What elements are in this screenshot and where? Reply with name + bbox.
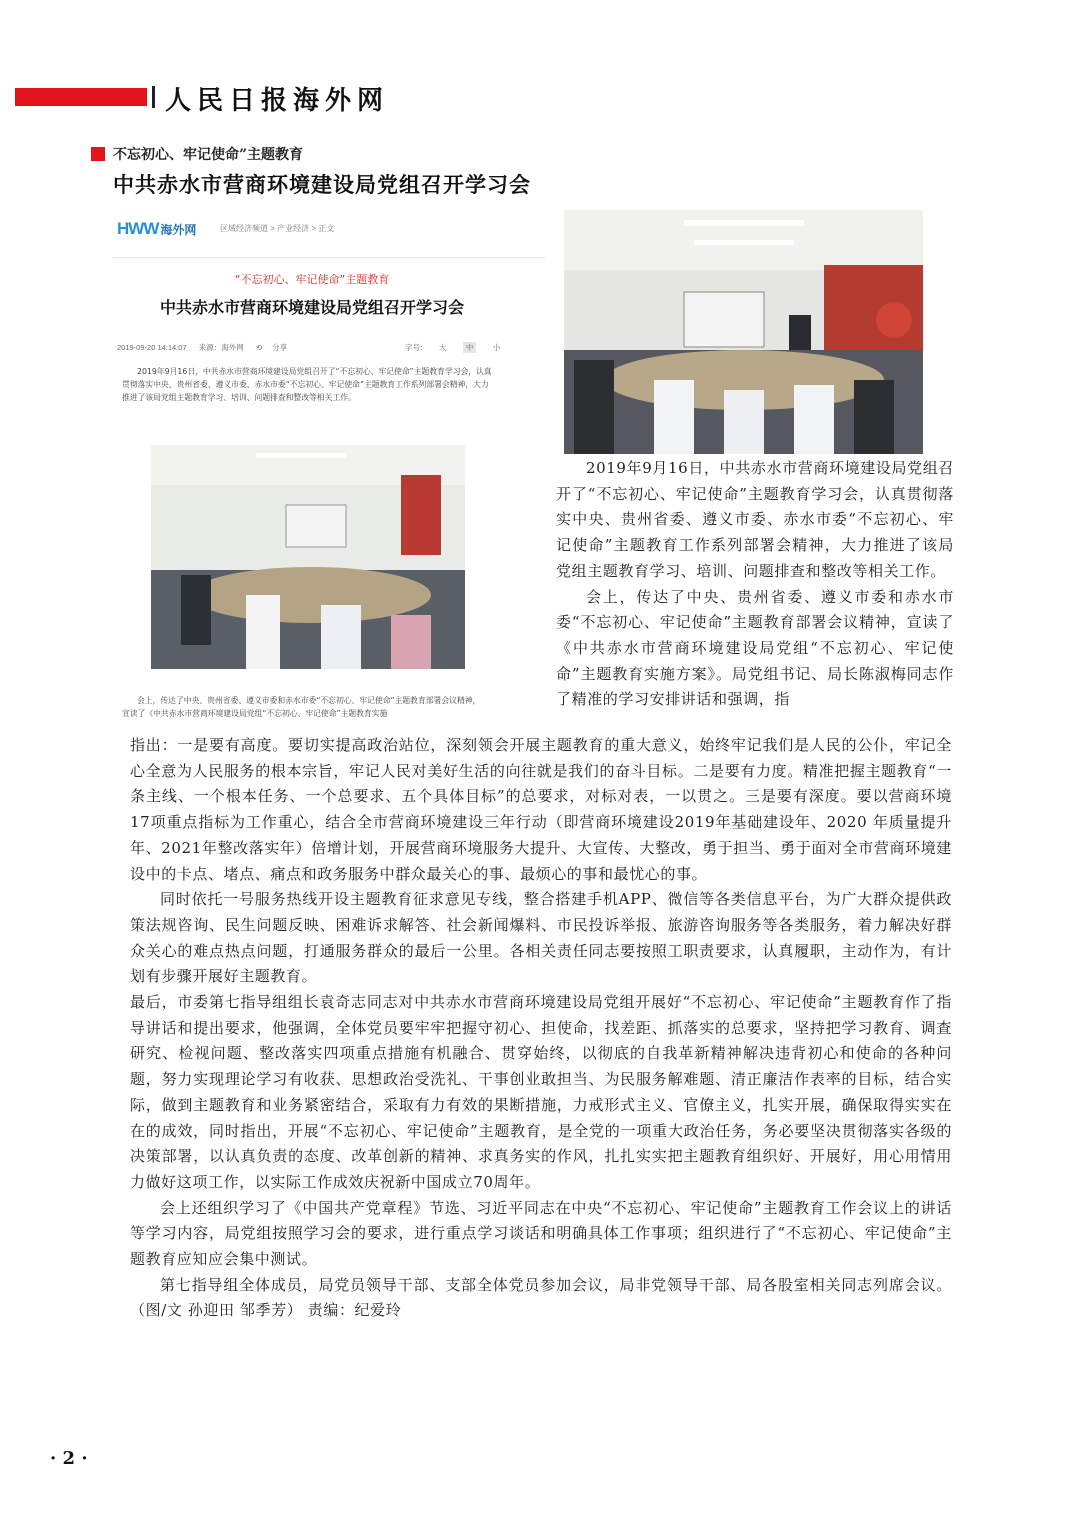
embedded-web-screenshot bbox=[112, 207, 545, 722]
meeting-photo-small bbox=[151, 445, 465, 669]
masthead-divider bbox=[152, 86, 155, 108]
web-divider bbox=[112, 257, 545, 258]
site-logo-letters: HWW bbox=[117, 219, 159, 238]
font-size-controls bbox=[405, 342, 514, 353]
meeting-photo-large bbox=[564, 210, 923, 454]
paragraph-6: 第七指导组全体成员，局党员领导干部、支部全体党员参加会议，局非党领导干部、局各股室相关同志列席会议。（图/文 孙迎田 邹季芳） 责编：纪爱玲 bbox=[130, 1275, 952, 1320]
web-source: 来源：海外网 bbox=[198, 343, 244, 352]
site-logo-cn: 海外网 bbox=[160, 223, 197, 237]
web-meta bbox=[117, 342, 297, 353]
web-tag: “不忘初心、牢记使命”主题教育 bbox=[234, 273, 390, 286]
page-number: · 2 · bbox=[50, 1448, 88, 1469]
paragraph-3: 同时依托一号服务热线开设主题教育征求意见专线，整合搭建手机APP、微信等各类信息平台，为广大群众提供政策法规咨询、民生问题反映、困难诉求解答、社会新闻爆料、市民投诉举报、旅游咨询服务等各类服务，着力解决好群众关心的难点热点问题，打通服务群众的最后一公里。各相关责任同志要按照工职责要求，认真履职，主动作为，有计划有步骤开展好主题教育。 bbox=[130, 890, 952, 986]
section-label: 不忘初心、牢记使命”主题教育 bbox=[113, 147, 304, 163]
font-size-small: 小 bbox=[492, 343, 501, 352]
web-datetime: 2019-09-20 14:14:07 bbox=[117, 343, 187, 352]
article-column-right bbox=[556, 456, 954, 713]
paragraph-2b: 指出：一是要有高度。要切实提高政治站位，深刻领会开展主题教育的重大意义，始终牢记我们是人民的公仆，牢记全心全意为人民服务的根本宗旨，牢记人民对美好生活的向往就是我们的奋斗目标。二是要有力度。精准把握主题教育“一条主线、一个根本任务、一个总要求、五个具体目标”的总要求，对标对表，一以贯之。三是要有深度。要以营商环境17项重点指标为工作重心，结合全市营商环境建设三年行动（即营商环境建设2019年基础建设年、2020 年质量提升年、2021年整改落实年）倍增计划，开展营商环境服务大提升、大宣传、大整改，勇于担当、勇于面对全市营商环境建设中的卡点、堵点、痛点和政务服务中群众最关心的事、最烦心的事和最忧心的事。 bbox=[130, 736, 952, 883]
section-marker bbox=[91, 147, 105, 161]
article-body bbox=[130, 733, 952, 1324]
article-title: 中共赤水市营商环境建设局党组召开学习会 bbox=[113, 172, 531, 197]
breadcrumb: 区域经济频道 > 产业经济 > 正文 bbox=[220, 224, 335, 233]
paragraph-1: 2019年9月16日，中共赤水市营商环境建设局党组召开了“不忘初心、牢记使命”主题教育学习会，认真贯彻落实中央、贵州省委、遵义市委、赤水市委“不忘初心、牢记使命”主题教育工作系列部署会精神，大力推进了该局党组主题教育学习、培训、问题排查和整改等相关工作。 bbox=[556, 459, 954, 580]
masthead-title: 人民日报海外网 bbox=[165, 86, 390, 116]
share-icon: ⟲ bbox=[255, 343, 263, 352]
site-logo bbox=[117, 219, 196, 239]
web-title: 中共赤水市营商环境建设局党组召开学习会 bbox=[159, 298, 464, 317]
paragraph-4: 最后，市委第七指导组组长袁奇志同志对中共赤水市营商环境建设局党组开展好“不忘初心、牢记使命”主题教育作了指导讲话和提出要求，他强调，全体党员要牢牢把握守初心、担使命，找差距、抓落实的总要求，坚持把学习教育、调查研究、检视问题、整改落实四项重点措施有机融合、贯穿始终，以彻底的自我革新精神解决违背初心和使命的各种问题，努力实现理论学习有收获、思想政治受洗礼、干事创业敢担当、为民服务解难题、清正廉洁作表率的目标，结合实际，做到主题教育和业务紧密结合，采取有力有效的果断措施，力戒形式主义、官僚主义，扎实开展，确保取得实实在在的成效，同时指出，开展“不忘初心、牢记使命”主题教育，是全党的一项重大政治任务，务必要坚决贯彻落实各级的决策部署，以认真负责的态度、改革创新的精神、求真务实的作风，扎扎实实把主题教育组织好、开展好，用心用情用力做好这项工作，以实际工作成效庆祝新中国成立70周年。 bbox=[130, 993, 952, 1191]
font-size-medium: 中 bbox=[463, 342, 477, 353]
font-size-large: 大 bbox=[438, 343, 447, 352]
web-body-text: 2019年9月16日，中共赤水市营商环境建设局党组召开了“不忘初心、牢记使命”主题教育学习会，认真贯彻落实中央、贵州省委、遵义市委、赤水市委“不忘初心、牢记使命”主题教育工作系列部署会精神，大力推进了该局党组主题教育学习、培训、问题排查和整改等相关工作。 bbox=[122, 367, 492, 402]
share-label: 分享 bbox=[272, 343, 288, 352]
paragraph-2a: 会上，传达了中央、贵州省委、遵义市委和赤水市委“不忘初心、牢记使命”主题教育部署会议精神，宣读了《中共赤水市营商环境建设局党组“不忘初心、牢记使命”主题教育实施方案》。局党组书记、局长陈淑梅同志作了精准的学习安排讲话和强调，指 bbox=[556, 587, 954, 709]
masthead-red-bar bbox=[15, 88, 147, 106]
web-photo-caption: 会上，传达了中央、贵州省委、遵义市委和赤水市委“不忘初心、牢记使命”主题教育部署会议精神，宣读了《中共赤水市营商环境建设局党组“不忘初心、牢记使命”主题教育实施 bbox=[122, 696, 481, 718]
font-size-label: 字号: bbox=[405, 343, 423, 352]
paragraph-5: 会上还组织学习了《中国共产党章程》节选、习近平同志在中央“不忘初心、牢记使命”主题教育工作会议上的讲话等学习内容，局党组按照学习会的要求，进行重点学习谈话和明确具体工作事项；组织进行了“不忘初心、牢记使命”主题教育应知应会集中测试。 bbox=[130, 1198, 952, 1269]
